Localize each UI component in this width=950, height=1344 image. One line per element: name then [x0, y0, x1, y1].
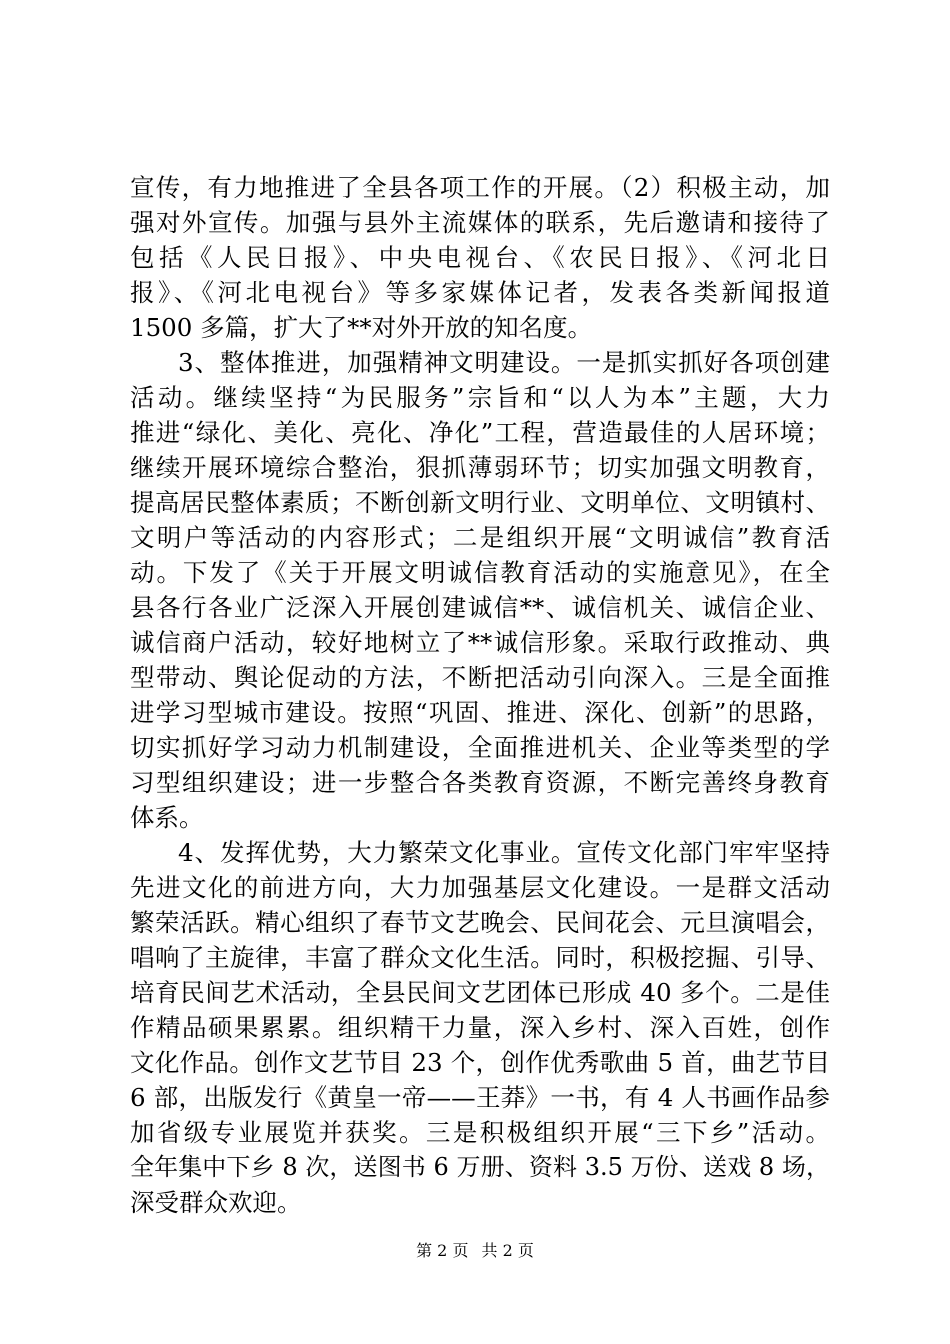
text-line-21: 先进文化的前进方向，大力加强基层文化建设。一是群文活动: [130, 873, 830, 902]
text-line-27: 6 部，出版发行《黄皇一帝——王莽》一书，有 4 人书画作品参: [130, 1083, 830, 1112]
text-line-6: 3、整体推进，加强精神文明建设。一是抓实抓好各项创建: [178, 348, 830, 377]
text-line-17: 切实抓好学习动力机制建设，全面推进机关、企业等类型的学: [130, 733, 830, 762]
text-line-5: 1500 多篇，扩大了**对外开放的知名度。: [130, 313, 593, 342]
text-line-26: 文化作品。创作文艺节目 23 个，创作优秀歌曲 5 首，曲艺节目: [130, 1048, 830, 1077]
document-body: [130, 170, 830, 1220]
text-line-1: 宣传，有力地推进了全县各项工作的开展。（2）积极主动，加: [130, 173, 830, 202]
text-line-24: 培育民间艺术活动，全县民间文艺团体已形成 40 多个。二是佳: [130, 978, 830, 1007]
text-line-28: 加省级专业展览并获奖。三是积极组织开展“三下乡”活动。: [130, 1118, 830, 1147]
page-total: 共 2 页: [481, 1241, 534, 1260]
text-line-10: 提高居民整体素质；不断创新文明行业、文明单位、文明镇村、: [130, 488, 830, 517]
text-line-12: 动。下发了《关于开展文明诚信教育活动的实施意见》，在全: [130, 558, 830, 587]
text-line-18: 习型组织建设；进一步整合各类教育资源，不断完善终身教育: [130, 768, 830, 797]
text-line-30: 深受群众欢迎。: [130, 1188, 302, 1217]
text-line-20: 4、发挥优势，大力繁荣文化事业。宣传文化部门牢牢坚持: [178, 838, 830, 867]
text-line-9: 继续开展环境综合整治，狠抓薄弱环节；切实加强文明教育，: [130, 453, 830, 482]
text-line-23: 唱响了主旋律，丰富了群众文化生活。同时，积极挖掘、引导、: [130, 943, 830, 972]
text-line-4: 报》、《河北电视台》等多家媒体记者，发表各类新闻报道: [130, 278, 830, 307]
text-line-25: 作精品硕果累累。组织精干力量，深入乡村、深入百姓，创作: [130, 1013, 830, 1042]
text-line-16: 进学习型城市建设。按照“巩固、推进、深化、创新”的思路，: [130, 698, 830, 727]
text-line-15: 型带动、舆论促动的方法，不断把活动引向深入。三是全面推: [130, 663, 830, 692]
text-line-3: 包括《人民日报》、中央电视台、《农民日报》、《河北日: [130, 243, 830, 272]
text-line-13: 县各行各业广泛深入开展创建诚信**、诚信机关、诚信企业、: [130, 593, 830, 622]
text-line-7: 活动。继续坚持“为民服务”宗旨和“以人为本”主题，大力: [130, 383, 830, 412]
text-line-14: 诚信商户活动，较好地树立了**诚信形象。采取行政推动、典: [130, 628, 830, 657]
page-footer: [0, 1240, 950, 1262]
text-line-2: 强对外宣传。加强与县外主流媒体的联系，先后邀请和接待了: [130, 208, 830, 237]
text-line-22: 繁荣活跃。精心组织了春节文艺晚会、民间花会、元旦演唱会，: [130, 908, 830, 937]
page-number: 第 2 页: [416, 1241, 469, 1260]
text-line-29: 全年集中下乡 8 次，送图书 6 万册、资料 3.5 万份、送戏 8 场，: [130, 1153, 830, 1181]
text-line-8: 推进“绿化、美化、亮化、净化”工程，营造最佳的人居环境；: [130, 418, 830, 447]
text-line-11: 文明户等活动的内容形式；二是组织开展“文明诚信”教育活: [130, 523, 830, 552]
text-line-19: 体系。: [130, 803, 204, 832]
